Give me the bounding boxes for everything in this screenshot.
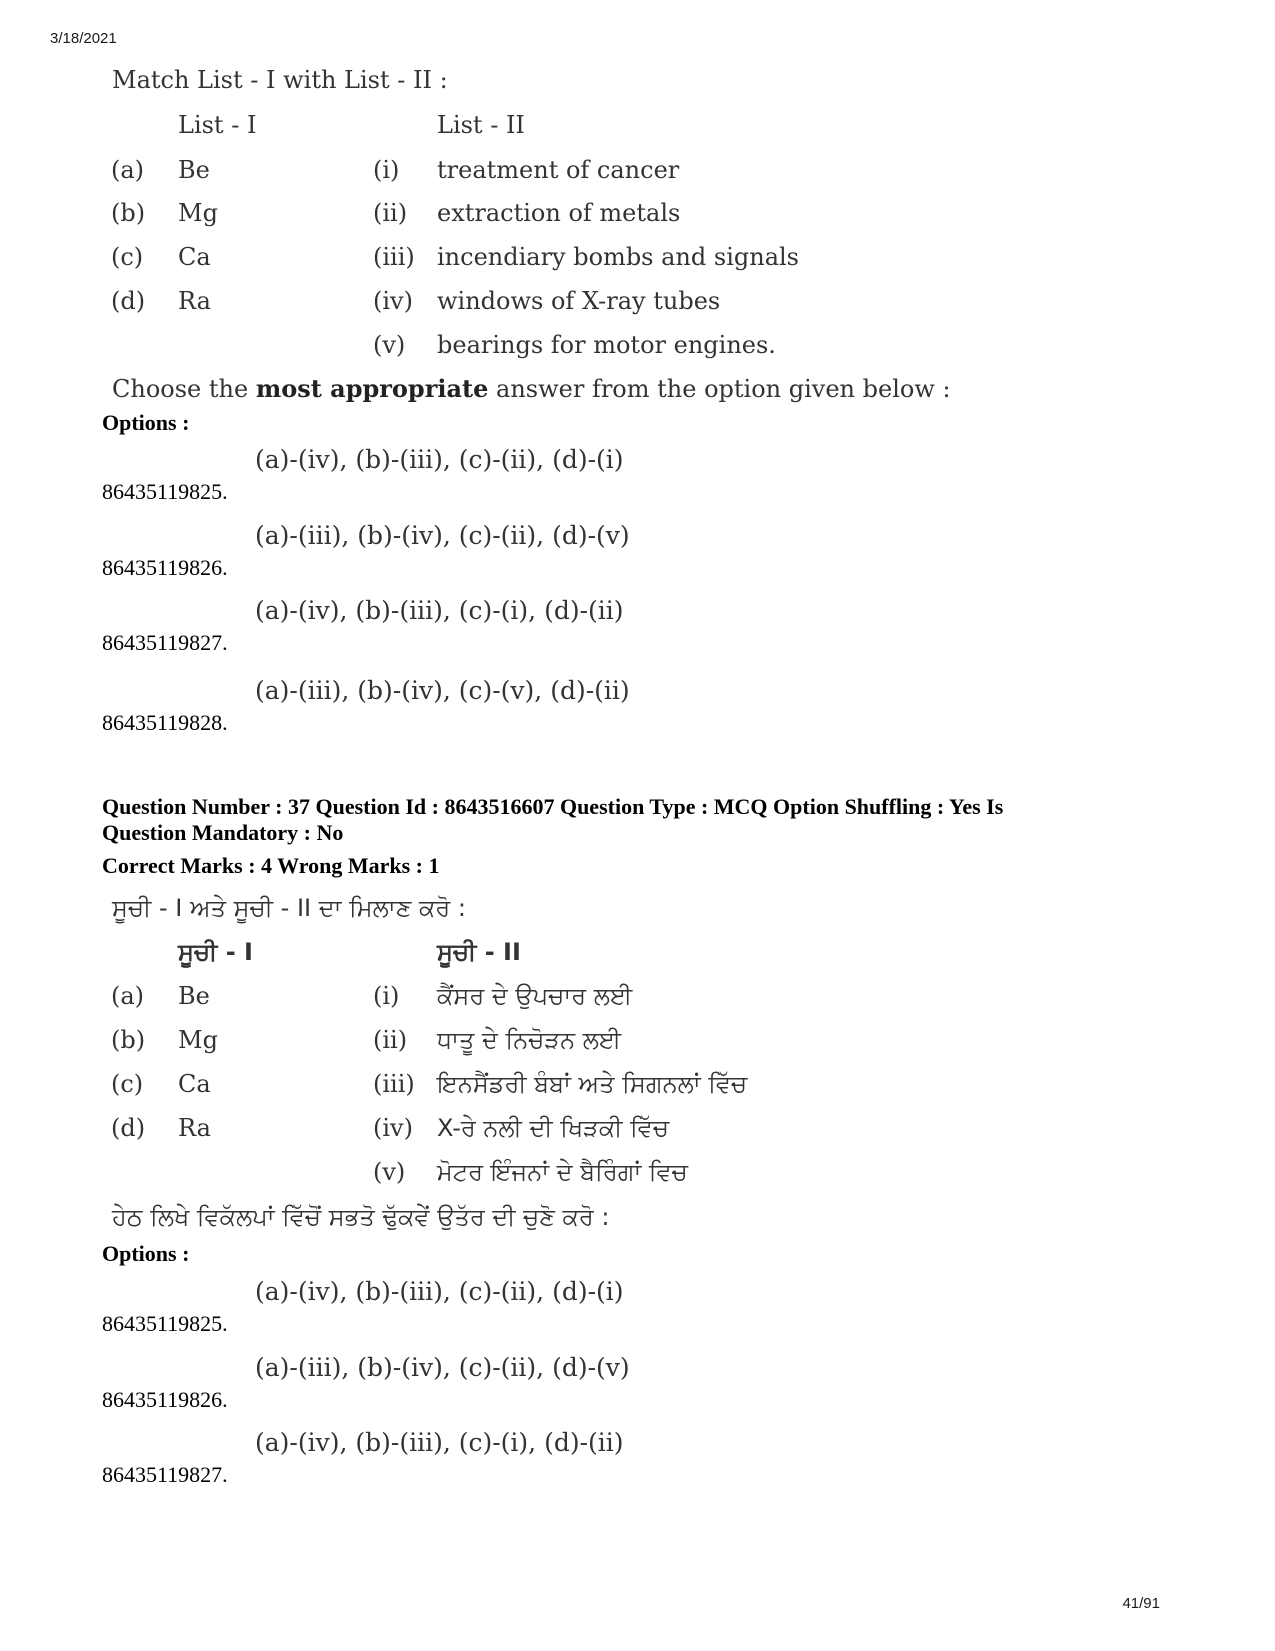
q37-row-item: Ra [178, 1114, 211, 1142]
q36-row-roman: (iv) [373, 287, 413, 315]
q37-row-roman: (i) [373, 982, 400, 1010]
q36-row-item: Ra [178, 287, 211, 315]
option-text: (a)-(iii), (b)-(iv), (c)-(ii), (d)-(v) [255, 521, 630, 550]
q37-option [102, 1428, 802, 1488]
q36-options-label: Options : [102, 410, 190, 435]
q37-row-roman: (iv) [373, 1114, 413, 1142]
q37-row-item: Ca [178, 1070, 211, 1098]
print-date: 3/18/2021 [50, 30, 117, 47]
q37-row-desc: ਕੈਂਸਰ ਦੇ ਉਪਚਾਰ ਲਈ [437, 982, 633, 1010]
q37-row-item: Be [178, 982, 210, 1010]
q37-option [102, 1277, 802, 1337]
q36-option [102, 596, 802, 656]
q36-row-label: (b) [111, 199, 146, 227]
q36-row-desc: incendiary bombs and signals [437, 243, 799, 271]
q36-row-item: Ca [178, 243, 211, 271]
q37-options-label: Options : [102, 1241, 190, 1266]
q36-row-desc: treatment of cancer [437, 156, 680, 184]
option-id: 86435119828. [102, 710, 228, 735]
q36-row-roman: (iii) [373, 243, 415, 271]
option-text: (a)-(iv), (b)-(iii), (c)-(i), (d)-(ii) [255, 596, 624, 625]
q36-row-roman: (ii) [373, 199, 408, 227]
q36-option [102, 445, 802, 505]
q36-row-label: (a) [111, 156, 145, 184]
q37-meta-line1: Question Number : 37 Question Id : 8643516607 Question Type : MCQ Option Shuffling : Yes Is [102, 794, 1004, 819]
option-id: 86435119827. [102, 1462, 228, 1487]
q37-row-desc: ਇਨਸੈਂਡਰੀ ਬੰਬਾਂ ਅਤੇ ਸਿਗਨਲਾਂ ਵਿੱਚ [437, 1070, 748, 1098]
q36-row-roman: (v) [373, 331, 406, 359]
q37-row-desc: ਧਾਤੂ ਦੇ ਨਿਚੋੜਨ ਲਈ [437, 1026, 622, 1054]
q37-row-label: (b) [111, 1026, 146, 1054]
q37-row-roman: (ii) [373, 1026, 408, 1054]
q37-choose-instruction: ਹੇਠ ਲਿਖੇ ਵਿਕੱਲਪਾਂ ਵਿੱਚੋਂ ਸਭਤੋ ਢੁੱਕਵੇਂ ਉਤੱਰ ਦੀ ਚੁਣੋ ਕਰੋ : [112, 1203, 610, 1231]
q37-list1-title: ਸੂਚੀ - I [178, 938, 253, 966]
q36-option [102, 521, 802, 581]
q36-stem: Match List - I with List - II : [112, 66, 448, 94]
q36-choose-instruction [112, 374, 951, 403]
q36-list2-title: List - II [437, 111, 525, 139]
option-text: (a)-(iv), (b)-(iii), (c)-(ii), (d)-(i) [255, 1277, 624, 1306]
q36-row-roman: (i) [373, 156, 400, 184]
option-text: (a)-(iv), (b)-(iii), (c)-(ii), (d)-(i) [255, 445, 624, 474]
q37-row-desc: ਮੋਟਰ ਇੰਜਨਾਂ ਦੇ ਬੈਰਿੰਗਾਂ ਵਿਚ [437, 1158, 688, 1186]
option-id: 86435119825. [102, 1311, 228, 1336]
q36-row-desc: extraction of metals [437, 199, 681, 227]
q36-row-label: (d) [111, 287, 146, 315]
q36-row-label: (c) [111, 243, 144, 271]
q36-row-desc: bearings for motor engines. [437, 331, 776, 359]
option-text: (a)-(iii), (b)-(iv), (c)-(ii), (d)-(v) [255, 1353, 630, 1382]
option-id: 86435119827. [102, 630, 228, 655]
q37-stem: ਸੂਚੀ - I ਅਤੇ ਸੂਚੀ - II ਦਾ ਮਿਲਾਣ ਕਰੋ : [112, 894, 466, 922]
q37-row-label: (d) [111, 1114, 146, 1142]
q37-row-desc: X-ਰੇ ਨਲੀ ਦੀ ਖਿੜਕੀ ਵਿੱਚ [437, 1114, 669, 1142]
q36-list1-title: List - I [178, 111, 257, 139]
q37-option [102, 1353, 802, 1413]
q37-meta-line2: Question Mandatory : No [102, 820, 344, 845]
q36-choose-part: Choose the [112, 375, 256, 403]
q37-row-label: (a) [111, 982, 145, 1010]
q36-choose-emphasis: most appropriate [255, 374, 489, 403]
option-id: 86435119826. [102, 1387, 228, 1412]
option-text: (a)-(iv), (b)-(iii), (c)-(i), (d)-(ii) [255, 1428, 624, 1457]
page-number: 41/91 [1122, 1595, 1160, 1612]
q36-option [102, 676, 802, 736]
q36-choose-part: answer from the option given below : [488, 375, 951, 403]
q37-row-label: (c) [111, 1070, 144, 1098]
q37-row-roman: (iii) [373, 1070, 415, 1098]
q37-marks: Correct Marks : 4 Wrong Marks : 1 [102, 853, 440, 878]
q37-row-roman: (v) [373, 1158, 406, 1186]
q36-row-item: Mg [178, 199, 218, 227]
q36-row-item: Be [178, 156, 210, 184]
option-id: 86435119825. [102, 479, 228, 504]
q36-row-desc: windows of X-ray tubes [437, 287, 721, 315]
option-id: 86435119826. [102, 555, 228, 580]
q37-row-item: Mg [178, 1026, 218, 1054]
option-text: (a)-(iii), (b)-(iv), (c)-(v), (d)-(ii) [255, 676, 630, 705]
q37-list2-title: ਸੂਚੀ - II [437, 938, 521, 966]
